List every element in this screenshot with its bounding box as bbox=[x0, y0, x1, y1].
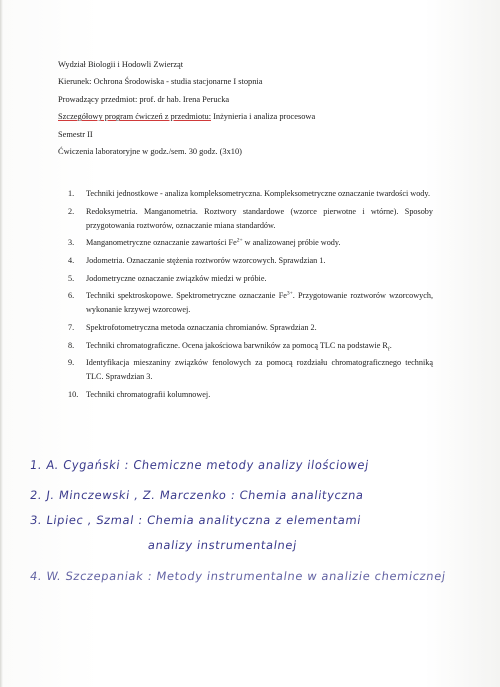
item-number: 2. bbox=[68, 206, 75, 216]
list-item bbox=[68, 205, 433, 233]
exercise-list bbox=[68, 187, 433, 406]
item-text-post: . Przygotowanie roztworów wzorcowych, wykonanie krzywej wzorcowej. bbox=[86, 291, 433, 315]
handwritten-reference-3-continued: analizy instrumentalnej bbox=[147, 538, 298, 552]
item-text: Redoksymetria. Manganometria. Roztwory standardowe (wzorce pierwotne i wtórne). Sposoby przygotowania roztworów, oznaczanie miana standardów. bbox=[86, 206, 433, 230]
item-text: Identyfikacja mieszaniny związków fenolowych za pomocą rozdziału chromatograficznego techniką TLC. Sprawdzian 3. bbox=[86, 358, 433, 382]
ion-charge: 3+ bbox=[286, 290, 293, 297]
item-text: Techniki chromatografii kolumnowej. bbox=[86, 389, 211, 399]
item-text: Techniki jednostkowe - analiza kompleksometryczna. Kompleksometryczne oznaczanie twardości wody. bbox=[86, 189, 431, 198]
item-number: 3. bbox=[68, 238, 75, 248]
item-number: 5. bbox=[68, 273, 75, 283]
item-number: 1. bbox=[68, 189, 75, 198]
program-label: Szczegółowy program ćwiczeń z przedmiotu: bbox=[58, 112, 212, 122]
item-number: 4. bbox=[68, 255, 75, 265]
ion-charge: 2+ bbox=[236, 237, 243, 244]
semester-line: Semestr II bbox=[58, 129, 93, 139]
field-of-study-line: Kierunek: Ochrona Środowiska - studia stacjonarne I stopnia bbox=[58, 77, 263, 87]
item-text bbox=[86, 291, 433, 314]
item-text: Jodometria. Oznaczanie stężenia roztworów wzorcowych. Sprawdzian 1. bbox=[86, 255, 326, 265]
hours-line: Ćwiczenia laboratoryjne w godz./sem. 30 godz. (3x10) bbox=[58, 147, 242, 157]
rf-subscript: f bbox=[387, 346, 390, 353]
item-text-post: w analizowanej próbie wody. bbox=[242, 238, 341, 248]
page-edge-shadow bbox=[0, 0, 3, 687]
handwritten-reference-2: 2. J. Minczewski , Z. Marczenko : Chemia analityczna bbox=[29, 488, 365, 502]
document-header bbox=[58, 56, 458, 160]
list-item bbox=[68, 187, 433, 201]
lecturer-line: Prowadzący przedmiot: prof. dr hab. Irena Perucka bbox=[58, 94, 230, 104]
handwritten-reference-3: 3. Lipiec , Szmal : Chemia analityczna z elementami bbox=[29, 513, 363, 527]
program-line bbox=[58, 108, 458, 125]
list-item bbox=[68, 388, 433, 402]
list-item bbox=[68, 254, 433, 268]
program-subject: Inżynieria i analiza procesowa bbox=[211, 112, 316, 122]
list-item bbox=[68, 339, 433, 353]
item-text-pre: Techniki spektroskopowe. Spektrometryczne oznaczanie Fe bbox=[86, 291, 287, 301]
item-number: 8. bbox=[68, 340, 75, 350]
item-text-post: . bbox=[389, 340, 392, 350]
item-text-pre: Manganometryczne oznaczanie zawartości Fe bbox=[86, 238, 237, 248]
handwritten-reference-4: 4. W. Szczepaniak : Metody instrumentalne w analizie chemicznej bbox=[29, 569, 447, 583]
list-item bbox=[68, 289, 433, 317]
list-item bbox=[68, 356, 433, 384]
item-number: 9. bbox=[68, 358, 75, 368]
item-text: Jodometryczne oznaczanie związków miedzi w próbie. bbox=[86, 273, 267, 283]
item-text: Spektrofotometryczna metoda oznaczania chromianów. Sprawdzian 2. bbox=[86, 322, 317, 332]
item-number: 7. bbox=[68, 322, 75, 332]
item-number: 6. bbox=[68, 291, 75, 301]
list-item bbox=[68, 236, 433, 250]
item-text-pre: Techniki chromatograficzne. Ocena jakościowa barwników za pomocą TLC na podstawie R bbox=[86, 340, 388, 350]
handwritten-reference-1: 1. A. Cygański : Chemiczne metody analizy ilościowej bbox=[28, 457, 371, 473]
faculty-line: Wydział Biologii i Hodowli Zwierząt bbox=[58, 60, 184, 69]
item-text bbox=[86, 238, 341, 247]
list-item bbox=[68, 272, 433, 286]
item-number: 10. bbox=[68, 389, 79, 399]
list-item bbox=[68, 321, 433, 335]
item-text bbox=[86, 340, 392, 353]
